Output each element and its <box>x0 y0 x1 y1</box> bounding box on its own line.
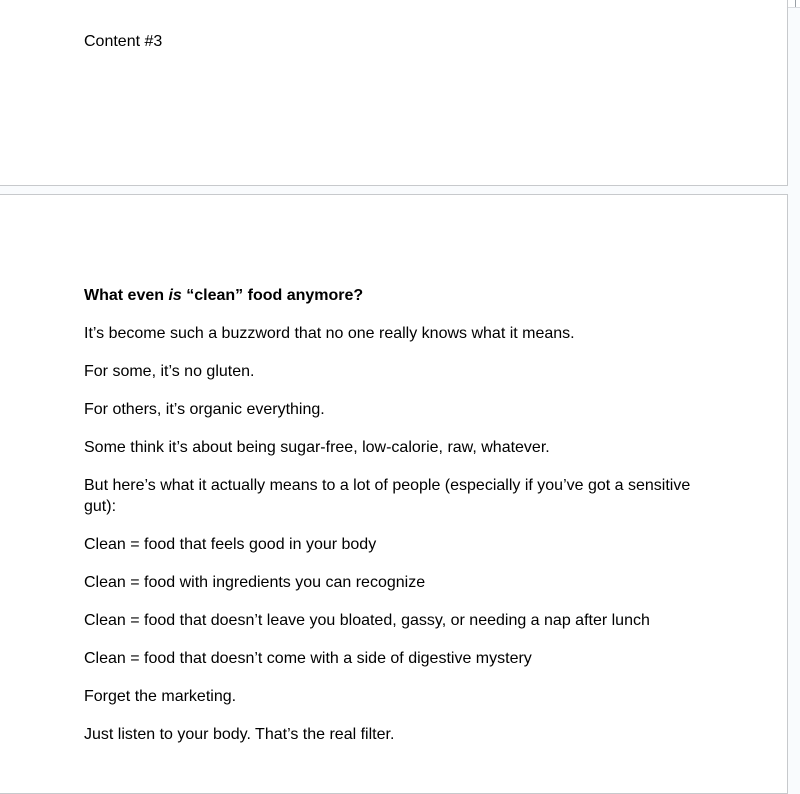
paragraph[interactable]: Just listen to your body. That’s the real filter. <box>84 726 395 743</box>
document-page-1[interactable] <box>0 0 788 186</box>
paragraph[interactable]: Forget the marketing. <box>84 688 237 705</box>
document-page-2[interactable] <box>0 194 788 794</box>
content-label[interactable]: Content #3 <box>84 33 163 50</box>
heading-emphasis: is <box>168 287 182 304</box>
paragraph[interactable]: Clean = food that doesn’t come with a side of digestive mystery <box>84 650 532 667</box>
document-body[interactable] <box>84 285 704 762</box>
paragraph[interactable]: Some think it’s about being sugar-free, low-calorie, raw, whatever. <box>84 439 550 456</box>
paragraph[interactable]: Clean = food that doesn’t leave you bloated, gassy, or needing a nap after lunch <box>84 612 650 629</box>
paragraph[interactable]: For some, it’s no gluten. <box>84 363 255 380</box>
paragraph[interactable]: It’s become such a buzzword that no one really knows what it means. <box>84 325 575 342</box>
paragraph[interactable]: But here’s what it actually means to a lot of people (especially if you’ve got a sensitive gut): <box>84 477 691 515</box>
paragraph[interactable]: Clean = food that feels good in your body <box>84 536 377 553</box>
paragraph[interactable]: Clean = food with ingredients you can recognize <box>84 574 426 591</box>
section-heading[interactable]: What even is “clean” food anymore? <box>84 287 364 304</box>
ruler-tick <box>795 0 796 7</box>
paragraph[interactable]: For others, it’s organic everything. <box>84 401 325 418</box>
